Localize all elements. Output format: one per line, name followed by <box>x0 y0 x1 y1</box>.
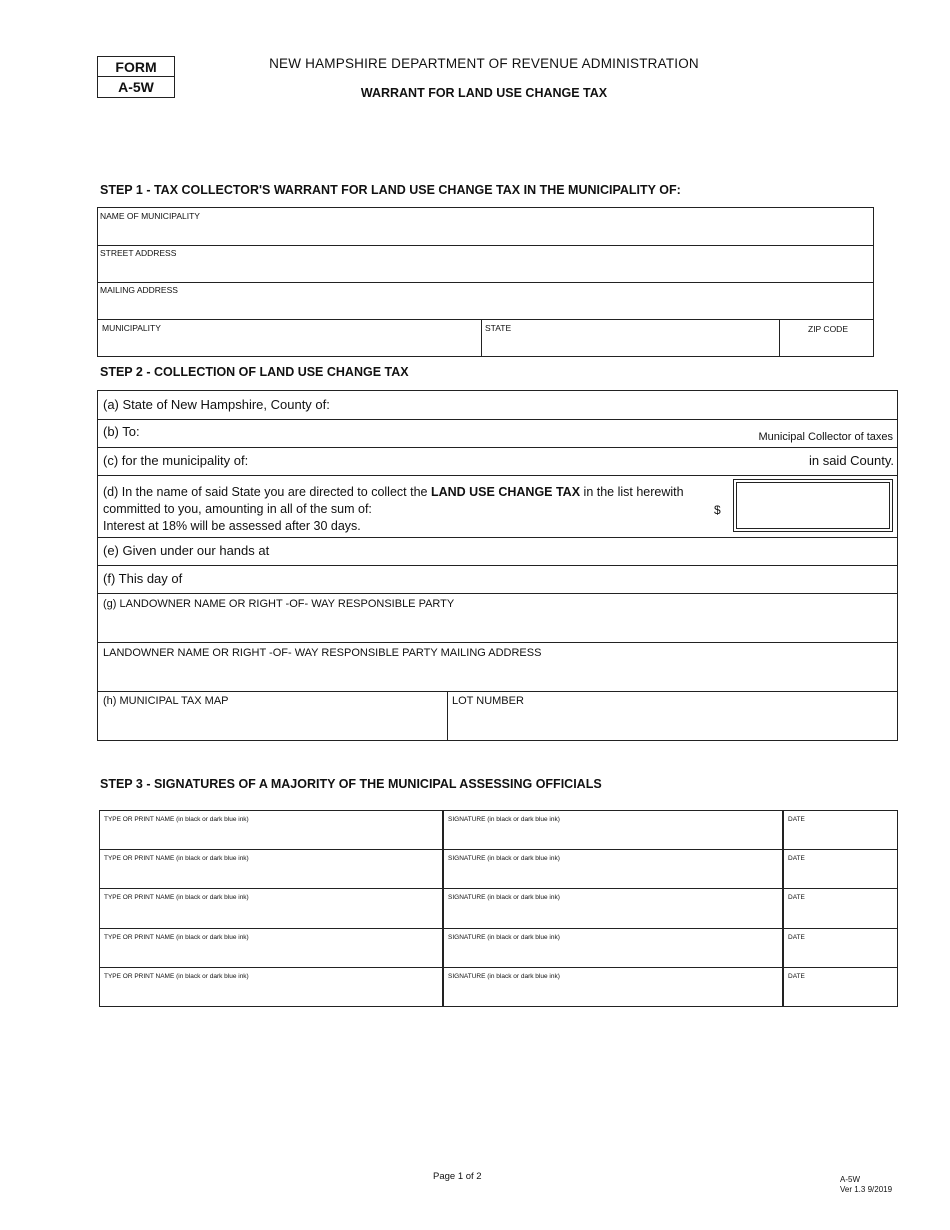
dollar-sign: $ <box>714 503 721 517</box>
print-name-field-1[interactable]: TYPE OR PRINT NAME (in black or dark blue ink) <box>104 816 249 823</box>
signature-field-2[interactable]: SIGNATURE (in black or dark blue ink) <box>448 855 560 862</box>
footer-form-id <box>840 1175 892 1195</box>
date-field-2[interactable]: DATE <box>788 855 805 862</box>
date-field-5[interactable]: DATE <box>788 973 805 980</box>
tax-map-field[interactable]: (h) MUNICIPAL TAX MAP <box>103 695 229 707</box>
land-use-change-tax-bold: LAND USE CHANGE TAX <box>430 485 581 499</box>
signature-field-1[interactable]: SIGNATURE (in black or dark blue ink) <box>448 816 560 823</box>
interest-notice: Interest at 18% will be assessed after 30 days. <box>103 519 361 533</box>
print-name-field-3[interactable]: TYPE OR PRINT NAME (in black or dark blue ink) <box>104 894 249 901</box>
state-field[interactable]: STATE <box>485 323 512 333</box>
to-field[interactable]: (b) To: <box>103 424 140 439</box>
in-said-county-label: in said County. <box>808 453 894 468</box>
name-of-municipality-field[interactable]: NAME OF MUNICIPALITY <box>100 211 200 221</box>
print-name-field-2[interactable]: TYPE OR PRINT NAME (in black or dark blue ink) <box>104 855 249 862</box>
step1-table <box>97 207 874 357</box>
directive-text-post: in the list herewith <box>580 485 684 499</box>
given-at-field[interactable]: (e) Given under our hands at <box>103 543 270 558</box>
landowner-name-field[interactable]: (g) LANDOWNER NAME OR RIGHT -OF- WAY RESPONSIBLE PARTY <box>103 598 455 610</box>
signature-field-4[interactable]: SIGNATURE (in black or dark blue ink) <box>448 934 560 941</box>
municipality-field[interactable]: MUNICIPALITY <box>102 323 161 333</box>
mailing-address-field[interactable]: MAILING ADDRESS <box>100 285 178 295</box>
agency-name: NEW HAMPSHIRE DEPARTMENT OF REVENUE ADMINISTRATION <box>269 56 699 71</box>
day-of-field[interactable]: (f) This day of <box>103 571 183 586</box>
directive-sum-line: committed to you, amounting in all of the sum of: <box>103 502 372 516</box>
signature-field-5[interactable]: SIGNATURE (in black or dark blue ink) <box>448 973 560 980</box>
zip-code-field[interactable]: ZIP CODE <box>808 324 848 334</box>
street-address-field[interactable]: STREET ADDRESS <box>100 248 177 258</box>
page-number: Page 1 of 2 <box>433 1171 482 1182</box>
print-name-field-4[interactable]: TYPE OR PRINT NAME (in black or dark blue ink) <box>104 934 249 941</box>
municipality-of-field[interactable]: (c) for the municipality of: <box>103 453 249 468</box>
county-field[interactable]: (a) State of New Hampshire, County of: <box>103 397 330 412</box>
step2-table <box>97 390 898 741</box>
form-label: FORM <box>98 58 174 77</box>
lot-number-field[interactable]: LOT NUMBER <box>452 695 524 707</box>
version-label: Ver 1.3 9/2019 <box>840 1185 893 1194</box>
directive-text-pre: (d) In the name of said State you are directed to collect the <box>103 485 431 499</box>
signatures-table <box>99 810 898 1007</box>
date-field-4[interactable]: DATE <box>788 934 805 941</box>
landowner-address-field[interactable]: LANDOWNER NAME OR RIGHT -OF- WAY RESPONSIBLE PARTY MAILING ADDRESS <box>103 647 542 659</box>
step3-heading: STEP 3 - SIGNATURES OF A MAJORITY OF THE MUNICIPAL ASSESSING OFFICIALS <box>100 777 602 791</box>
tax-sum-box[interactable] <box>733 479 893 532</box>
step2-heading: STEP 2 - COLLECTION OF LAND USE CHANGE TAX <box>100 365 409 379</box>
print-name-field-5[interactable]: TYPE OR PRINT NAME (in black or dark blue ink) <box>104 973 249 980</box>
municipal-collector-label: Municipal Collector of taxes <box>758 431 893 443</box>
signature-field-3[interactable]: SIGNATURE (in black or dark blue ink) <box>448 894 560 901</box>
form-number: A-5W <box>118 79 154 95</box>
form-title: WARRANT FOR LAND USE CHANGE TAX <box>360 86 608 100</box>
date-field-1[interactable]: DATE <box>788 816 805 823</box>
collection-directive <box>103 484 723 535</box>
date-field-3[interactable]: DATE <box>788 894 805 901</box>
footer-form-number: A-5W <box>840 1175 860 1184</box>
step1-heading: STEP 1 - TAX COLLECTOR'S WARRANT FOR LAND USE CHANGE TAX IN THE MUNICIPALITY OF: <box>100 183 681 197</box>
